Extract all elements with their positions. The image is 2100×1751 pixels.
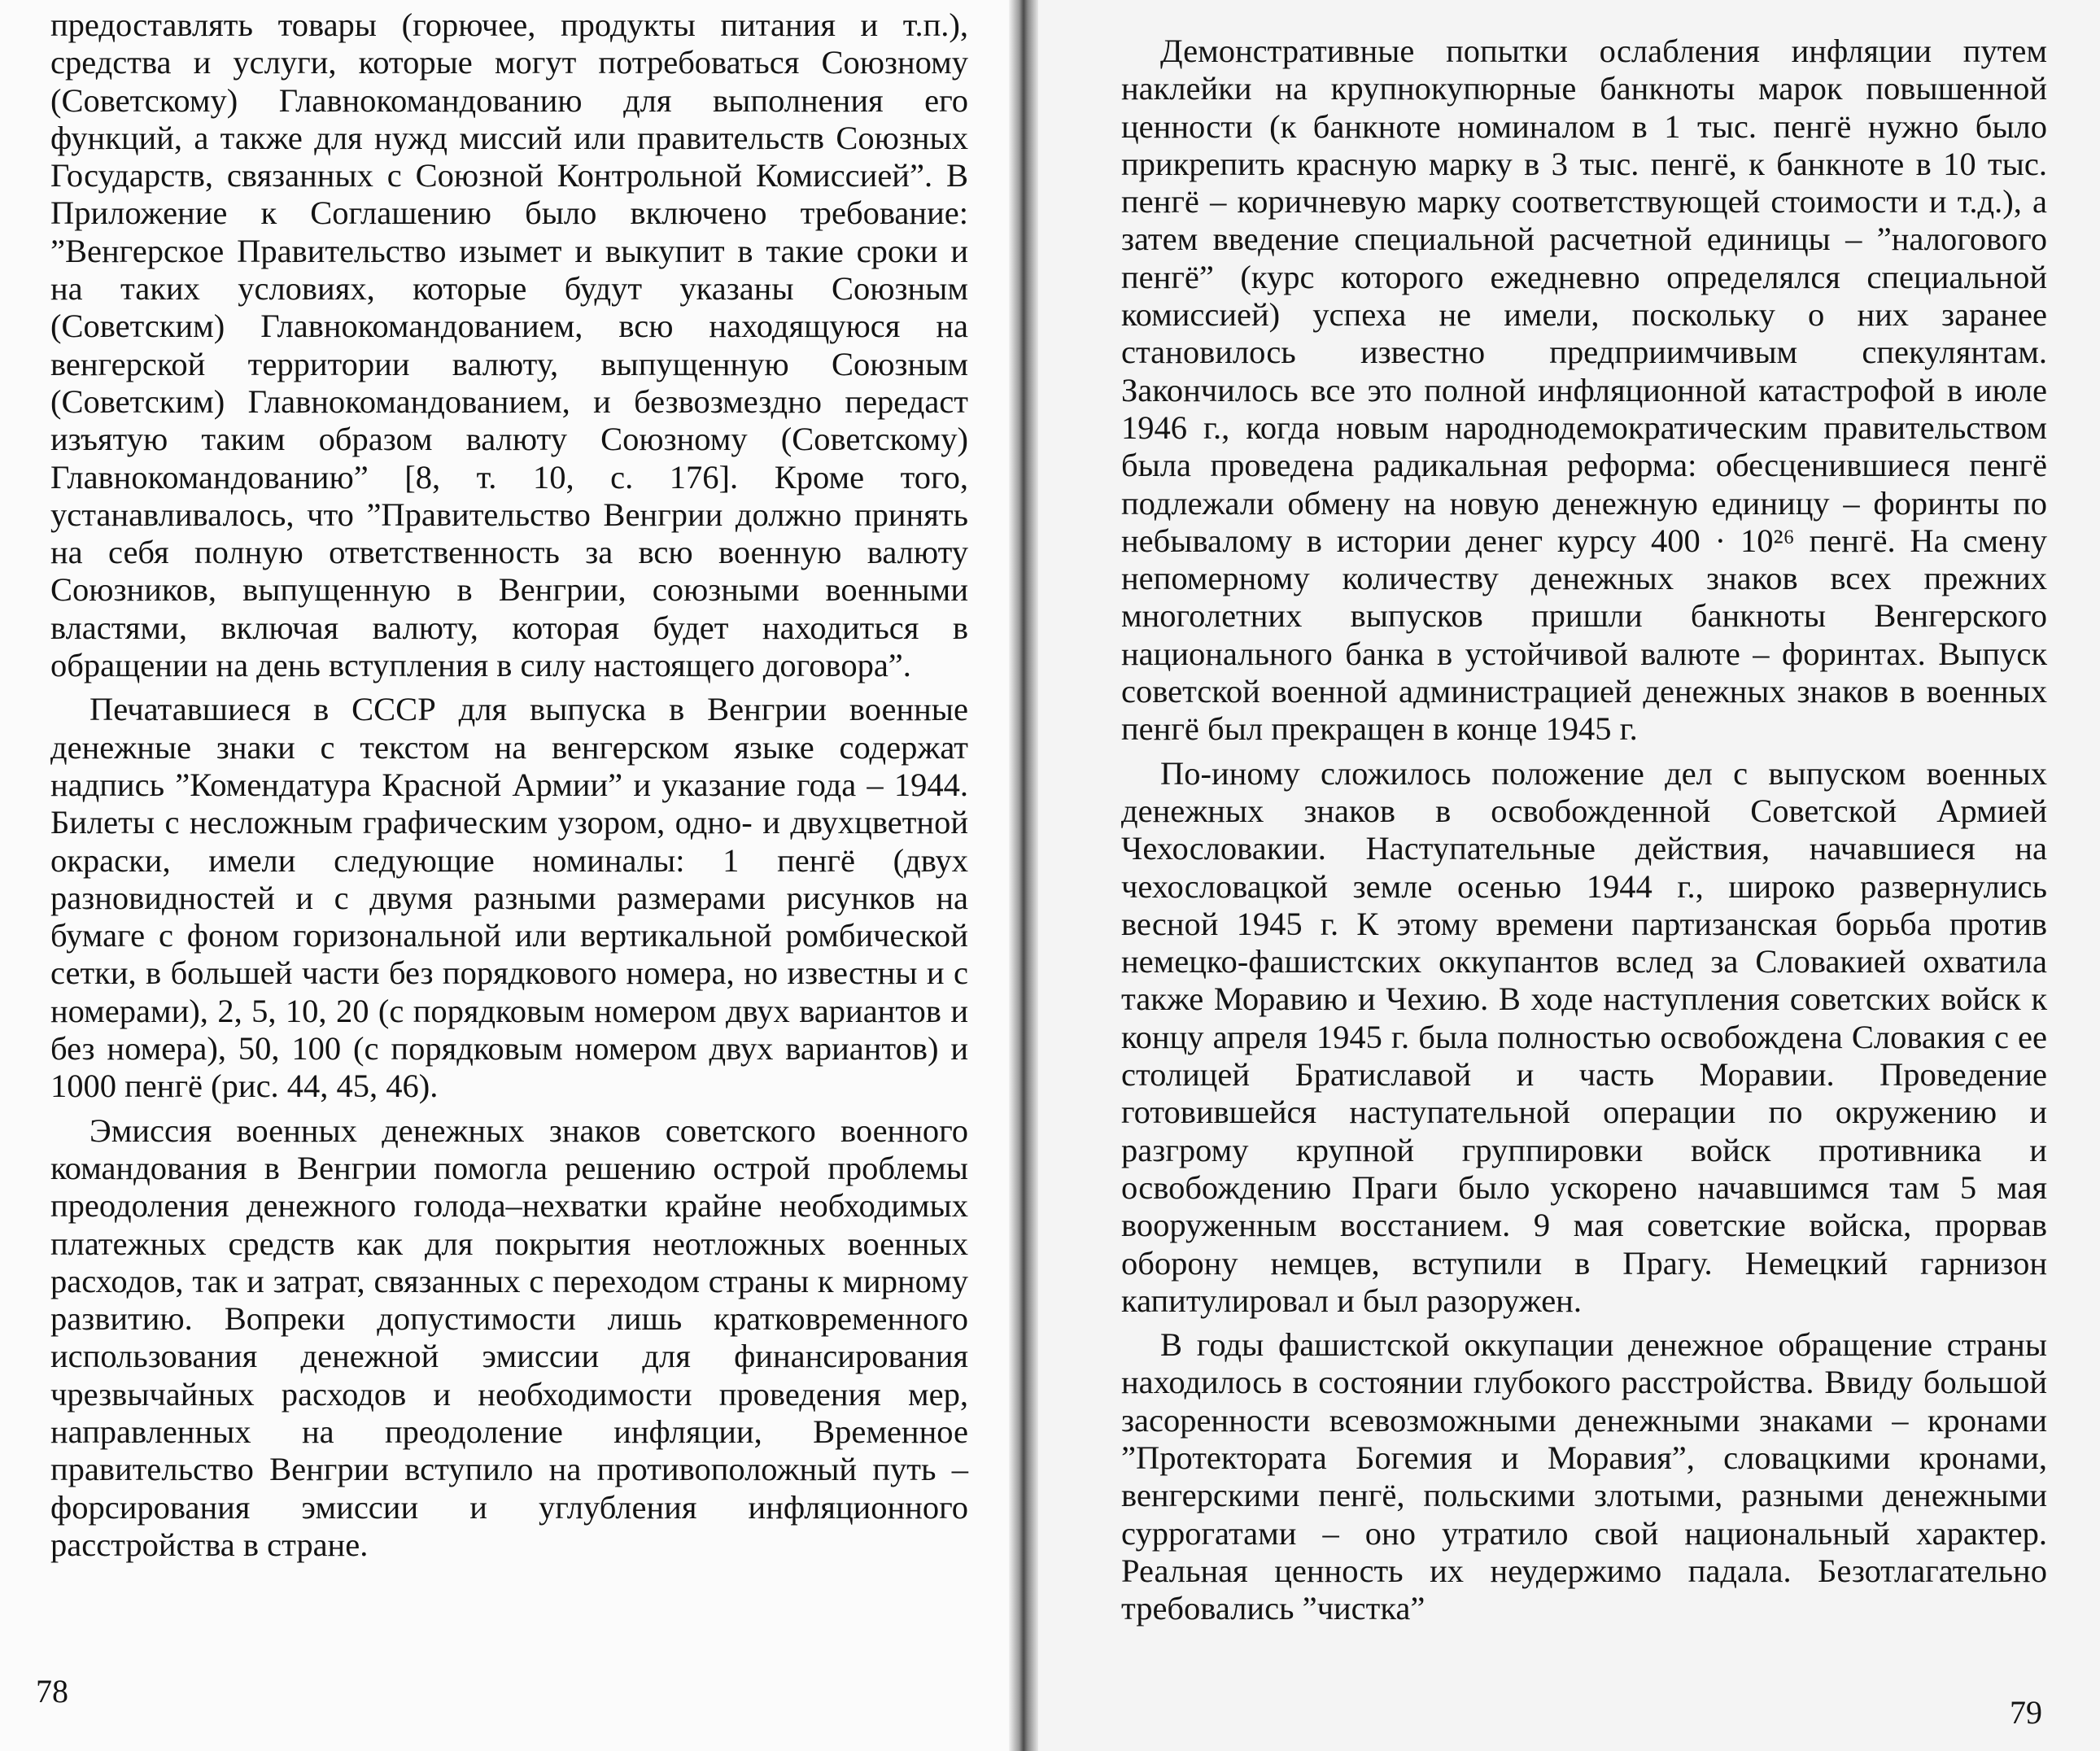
- paragraph: Эмиссия военных денежных знаков советского военного командования в Венгрии помогла решению острой проблемы преодоления денежного голода–нехватки крайне необходимых платежных средств как для покрытия неотложных военных расходов, так и затрат, связанных с переходом страны к мирному развитию. Вопреки допустимости лишь кратковременного использования денежной эмиссии для финансирования чрезвычайных расходов и необходимости проведения мер, направленных на преодоление инфляции, Временное правительство Венгрии вступило на противоположный путь – форсирования эмиссии и углубления инфляционного расстройства в стране.: [50, 1111, 968, 1563]
- paragraph: Печатавшиеся в СССР для выпуска в Венгрии военные денежные знаки с текстом на венгерском языке содержат надпись ”Комендатура Красной Армии” и указание года – 1944. Билеты с несложным графическим узором, одно- и двухцветной окраски, имели следующие номиналы: 1 пенгё (двух разновидностей и с двумя разными размерами рисунков на бумаге с фоном горизональной или вертикальной ромбической сетки, в большей части без порядкового номера, но известны и с номерами), 2, 5, 10, 20 (с порядковым номером двух вариантов и без номера), 50, 100 (с порядковым номером двух вариантов) и 1000 пенгё (рис. 44, 45, 46).: [50, 691, 968, 1105]
- paragraph: предоставлять товары (горючее, продукты питания и т.п.), средства и услуги, которые могут потребоваться Союзному (Советскому) Главнокомандованию для выполнения его функций, а также для нужд миссий или правительств Союзных Государств, связанных с Союзной Контрольной Комиссией”. В Приложение к Соглашению было включено требование: ”Венгерское Правительство изымет и выкупит в такие сроки и на таких условиях, которые будут указаны Союзным (Советским) Главнокомандованием, всю находящуюся на венгерской территории валюту, выпущенную Союзным (Советским) Главнокомандованием, и безвозмездно передаст изъятую таким образом валюту Союзному (Советскому) Главнокомандованию” [8, т. 10, с. 176]. Кроме того, устанавливалось, что ”Правительство Венгрии должно принять на себя полную ответственность за всю военную валюту Союзников, выпущенную в Венгрии, союзными военными властями, включая валюту, которая будет находиться в обращении на день вступления в силу настоящего договора”.: [50, 7, 968, 684]
- paragraph: В годы фашистской оккупации денежное обращение страны находилось в состоянии глубокого расстройства. Ввиду большой засоренности всевозможными денежными знаками – кронами ”Протектората Богемия и Моравия”, словацкими кронами, венгерскими пенгё, польскими злотыми, разными денежными суррогатами – оно утратило свой национальный характер. Реальная ценность их неудержимо падала. Безотлагательно требовались ”чистка”: [1121, 1326, 2047, 1627]
- left-page: [0, 0, 1017, 1751]
- right-page-text: [1121, 33, 2047, 1634]
- page-number-left: 78: [36, 1673, 68, 1710]
- left-page-text: [50, 7, 968, 1570]
- paragraph: Демонстративные попытки ослабления инфляции путем наклейки на крупнокупюрные банкноты марок повышенной ценности (к банкноте номиналом в 1 тыс. пенгё нужно было прикрепить красную марку в 3 тыс. пенгё, к банкноте в 10 тыс. пенгё – коричневую марку соответствующей стоимости и т.д.), а затем введение специальной расчетной единицы – ”налогового пенгё” (курс которого ежедневно определялся специальной комиссией) успеха не имели, поскольку о них заранее становилось известно предприимчивым спекулянтам. Закончилось все это полной инфляционной катастрофой в июле 1946 г., когда новым народнодемократическим правительством была проведена радикальная реформа: обесценившиеся пенгё подлежали обмену на новую денежную единицу – форинты по небывалому в истории денег курсу 400 · 10²⁶ пенгё. На смену непомерному количеству денежных знаков всех прежних многолетних выпусков пришли банкноты Венгерского национального банка в устойчивой валюте – форинтах. Выпуск советской военной администрацией денежных знаков в военных пенгё был прекращен в конце 1945 г.: [1121, 33, 2047, 748]
- page-number-right: 79: [2010, 1694, 2042, 1731]
- book-gutter: [1009, 0, 1038, 1751]
- paragraph: По-иному сложилось положение дел с выпуском военных денежных знаков в освобожденной Советской Армией Чехословакии. Наступательные действия, начавшиеся на чехословацкой земле осенью 1944 г., широко развернулись весной 1945 г. К этому времени партизанская борьба против немецко-фашистских оккупантов вслед за Словакией охватила также Моравию и Чехию. В ходе наступления советских войск к концу апреля 1945 г. была полностью освобождена Словакия с ее столицей Братиславой и часть Моравии. Проведение готовившейся наступательной операции по окружению и разгрому крупной группировки войск противника и освобождению Праги было ускорено начавшимся там 5 мая вооруженным восстанием. 9 мая советские войска, прорвав оборону немцев, вступили в Прагу. Немецкий гарнизон капитулировал и был разоружен.: [1121, 754, 2047, 1319]
- right-page: [1027, 0, 2100, 1751]
